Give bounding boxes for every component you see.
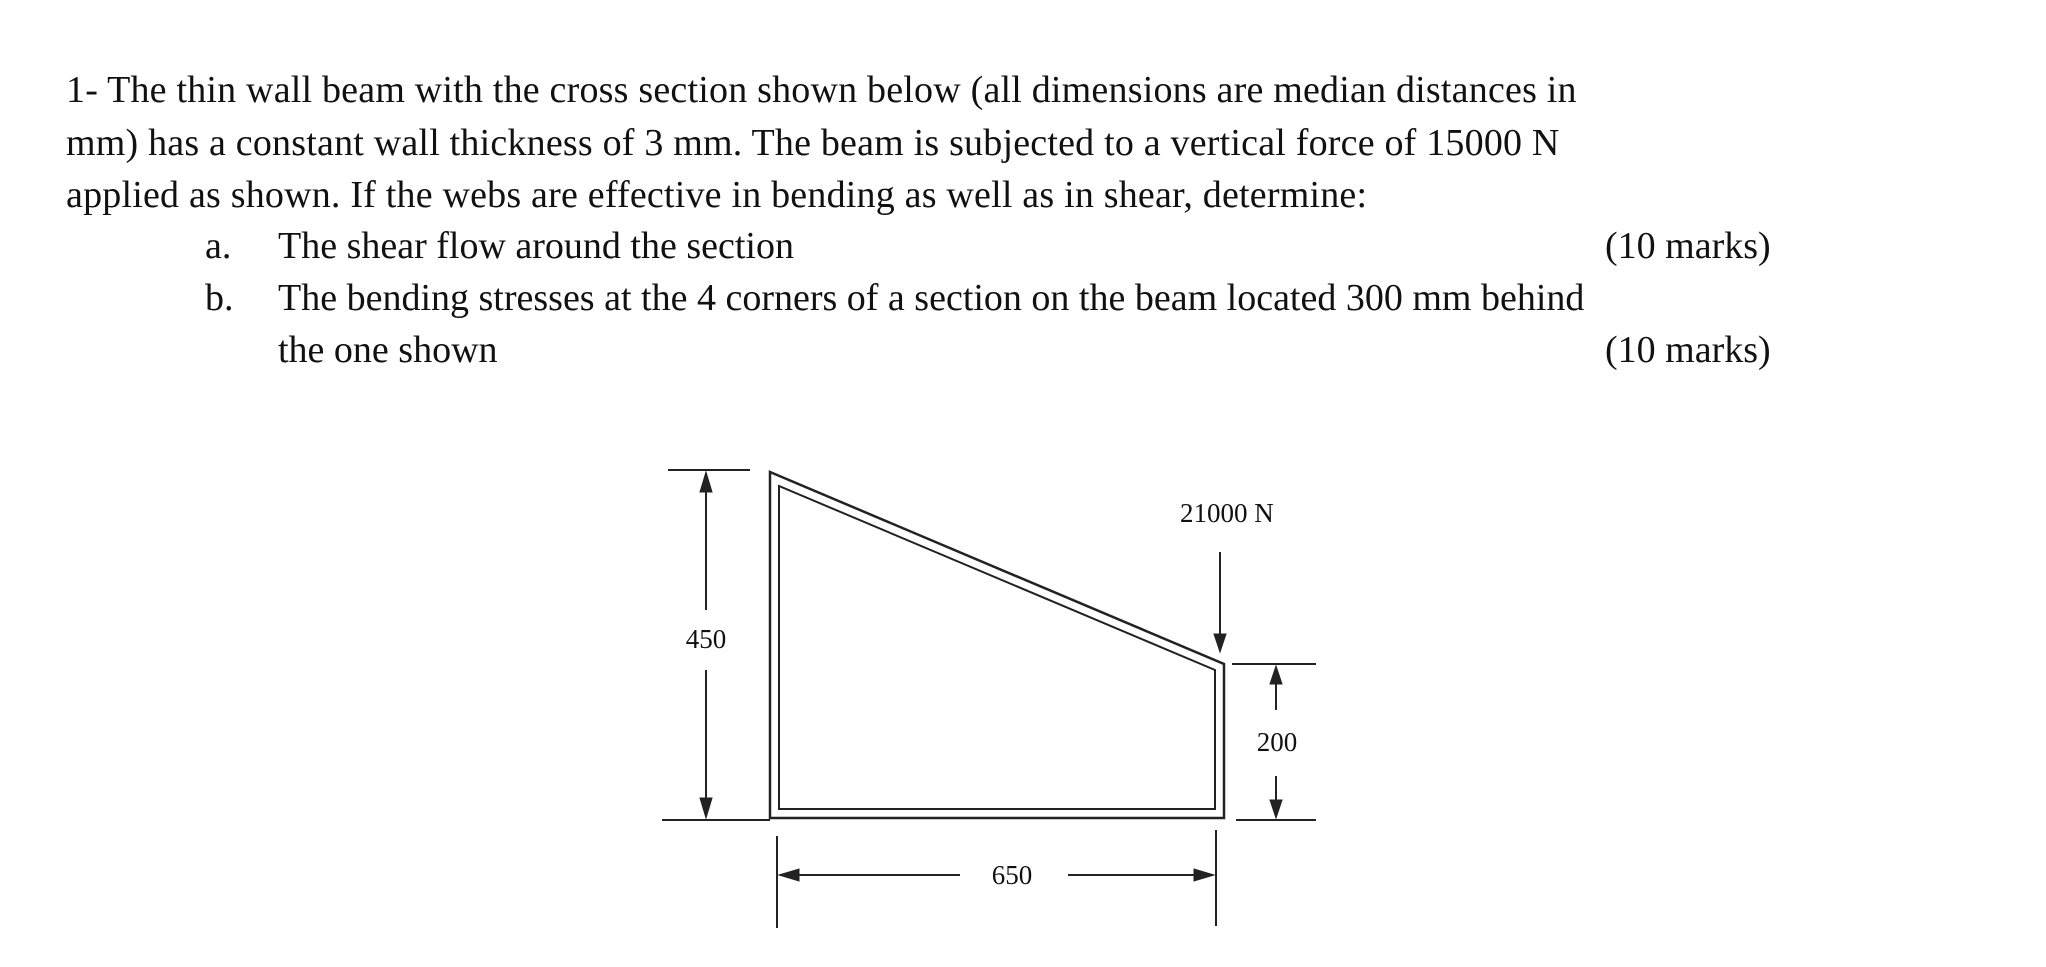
dim-height-right-label: 200 [1256,727,1298,757]
part-b-marks: (10 marks) [1605,329,1771,371]
part-b-label: b. [205,277,234,319]
part-a-marks: (10 marks) [1605,225,1771,267]
part-b-text: The bending stresses at the 4 corners of a section on the beam located 300 mm behind [278,277,1585,319]
force-label: 21000 N [1180,498,1274,528]
part-b-text-continued: the one shown [278,329,498,371]
part-a-label: a. [205,225,232,267]
force-arrow [1214,552,1226,652]
dim-width-label: 650 [991,860,1033,890]
question-line-2: mm) has a constant wall thickness of 3 mm. The beam is subjected to a vertical force of 15000 N [66,122,1560,164]
part-a-text: The shear flow around the section [278,225,794,267]
dim-height-left-label: 450 [685,624,727,654]
section-outline [770,472,1224,818]
question-line-3: applied as shown. If the webs are effective in bending as well as in shear, determine: [66,174,1368,216]
question-line-1: 1- The thin wall beam with the cross section shown below (all dimensions are median distances in [66,69,1577,111]
